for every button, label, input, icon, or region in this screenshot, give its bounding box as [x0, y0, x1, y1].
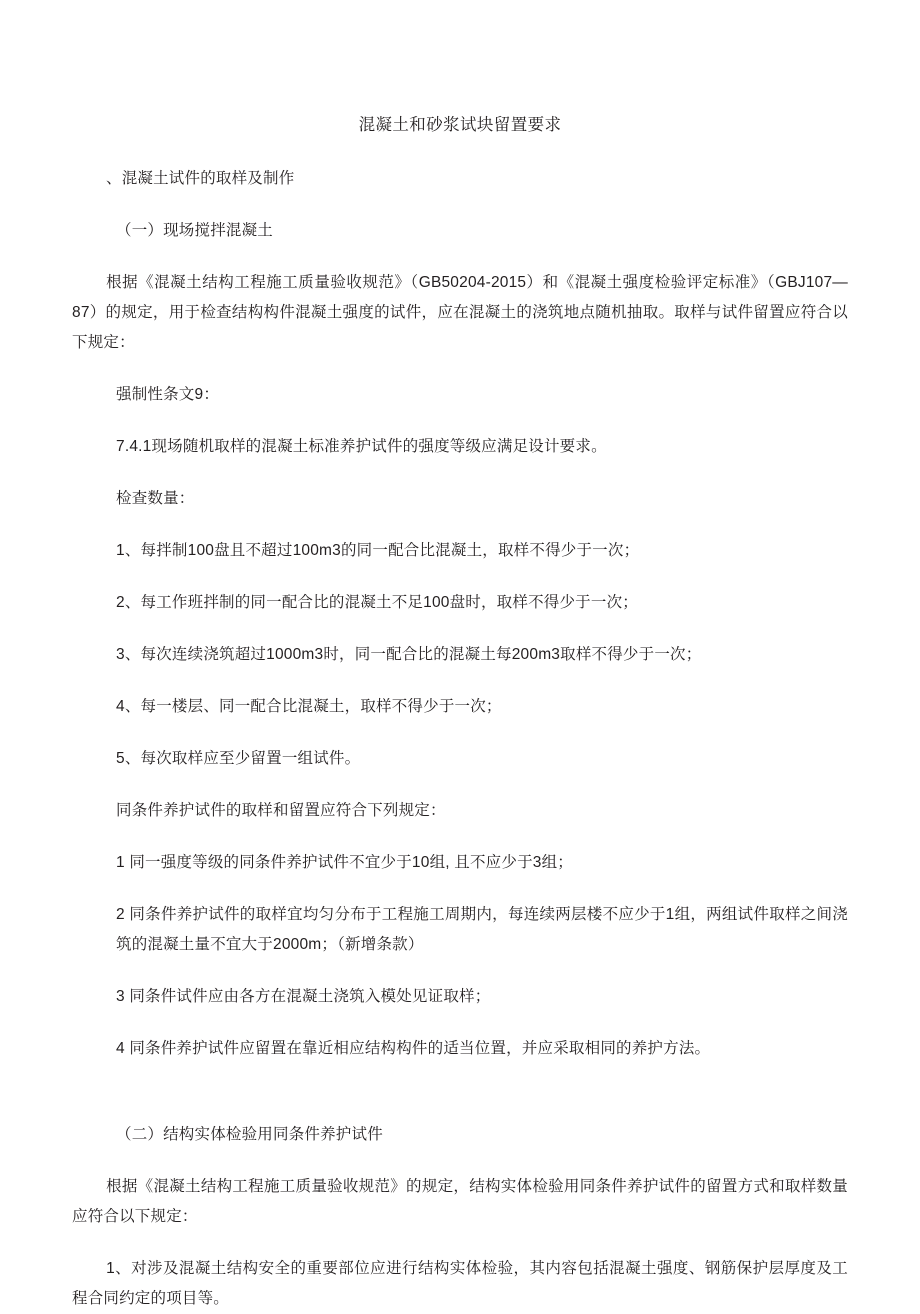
sub-item-3: 3 同条件试件应由各方在混凝土浇筑入模处见证取样； [116, 988, 491, 1005]
list-item-2: 2、每工作班拌制的同一配合比的混凝土不足100盘时，取样不得少于一次； [116, 594, 638, 611]
paragraph-basis-1: 根据《混凝土结构工程施工质量验收规范》（GB50204-2015）和《混凝土强度检验评定标准》（GBJ107—87）的规定，用于检查结构构件混凝土强度的试件，应在混凝土的浇筑地点随机抽取。取样与试件留置应符合以下规定： [72, 274, 848, 351]
heading-section-1: 、混凝土试件的取样及制作 [106, 170, 295, 187]
paragraph-basis-2-item-1: 1、对涉及混凝土结构安全的重要部位应进行结构实体检验，其内容包括混凝土强度、钢筋保护层厚度及工程合同约定的项目等。 [72, 1260, 848, 1307]
paragraph-mandatory-clause: 强制性条文9： [116, 386, 220, 403]
sub-item-2: 2 同条件养护试件的取样宜均匀分布于工程施工周期内，每连续两层楼不应少于1组，两组试件取样之间浇筑的混凝土量不宜大于2000m；（新增条款） [116, 906, 848, 953]
paragraph-check-quantity: 检查数量： [116, 490, 195, 507]
section-spacer [72, 1086, 848, 1120]
page-title: 混凝土和砂浆试块留置要求 [358, 116, 562, 134]
heading-section-1-2: （二）结构实体检验用同条件养护试件 [116, 1126, 383, 1143]
list-item-5: 5、每次取样应至少留置一组试件。 [116, 750, 361, 767]
list-item-4: 4、每一楼层、同一配合比混凝土，取样不得少于一次； [116, 698, 502, 715]
paragraph-basis-2: 根据《混凝土结构工程施工质量验收规范》的规定，结构实体检验用同条件养护试件的留置方式和取样数量应符合以下规定： [72, 1178, 848, 1225]
list-item-3: 3、每次连续浇筑超过1000m3时，同一配合比的混凝土每200m3取样不得少于一次； [116, 646, 702, 663]
heading-section-1-1: （一）现场搅拌混凝土 [116, 222, 274, 239]
sub-item-1: 1 同一强度等级的同条件养护试件不宜少于10组, 且不应少于3组； [116, 854, 574, 871]
paragraph-clause-7-4-1: 7.4.1现场随机取样的混凝土标准养护试件的强度等级应满足设计要求。 [116, 438, 607, 455]
sub-item-4: 4 同条件养护试件应留置在靠近相应结构构件的适当位置，并应采取相同的养护方法。 [116, 1040, 711, 1057]
paragraph-same-condition-curing: 同条件养护试件的取样和留置应符合下列规定： [116, 802, 446, 819]
list-item-1: 1、每拌制100盘且不超过100m3的同一配合比混凝土，取样不得少于一次； [116, 542, 640, 559]
